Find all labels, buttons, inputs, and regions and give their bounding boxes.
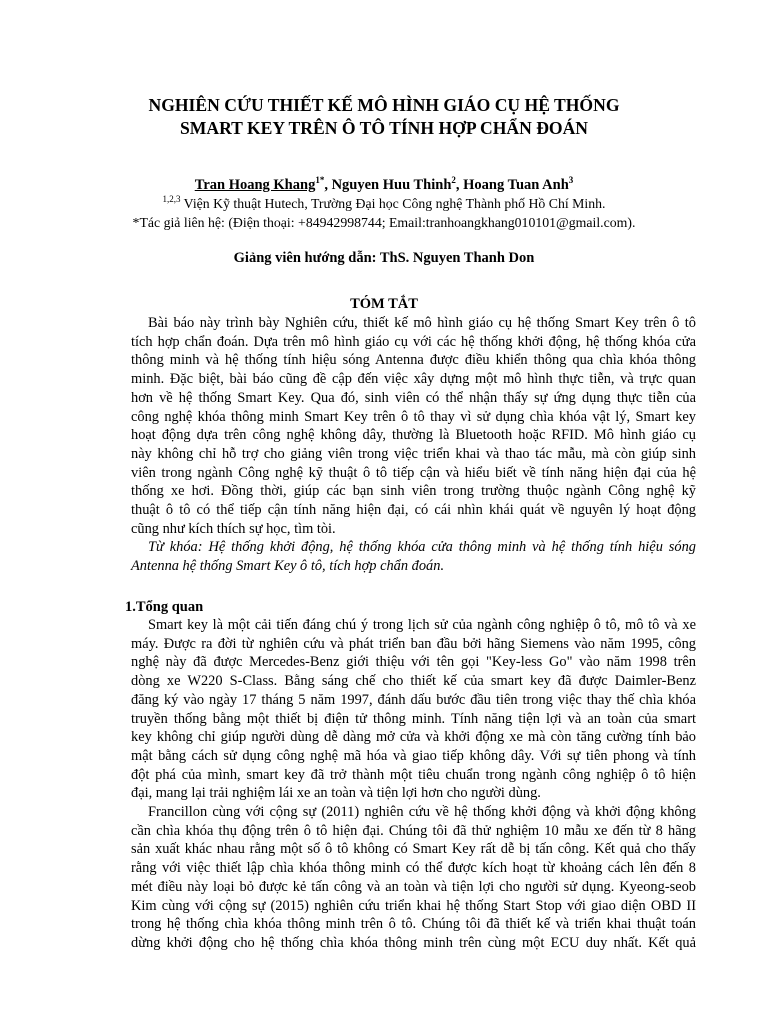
author-separator: , [455,177,464,193]
author-separator: , [324,177,332,193]
author-2: Nguyen Huu Thinh [331,177,452,193]
body-line: Francillon cùng với cộng sự (2011) nghiên cứu về hệ thống khởi động và khởi động không [148,804,696,821]
body-line: đăng ký vào ngày 17 tháng 5 năm 1997, đánh dấu bước đầu tiên trong việc thay thế chìa khóa [131,691,696,708]
body-line: Smart key là một cải tiến đáng chú ý trong lịch sử của ngành công nghiệp ô tô, mô tô và xe [148,617,696,633]
abstract-line: công nghệ khóa thông minh Smart Key trên ô tô thay vì sử dụng chìa khóa vật lý, Smart key [131,408,696,425]
abstract-line: thống xe hơi. Đồng thời, giúp các bạn sinh viên trong trường thuộc ngành Công nghệ kỹ [131,483,696,500]
corresponding-contact: *Tác giả liên hệ: (Điện thoại: +84942998744; Email:tranhoangkhang010101@gmail.com). [132,215,636,230]
abstract-line: hơn về hệ thống Smart Key. Qua đó, sinh viên có thể nhận thấy sự ứng dụng thực tiễn của [131,389,696,406]
body-line: cần chìa khóa thụ động trên ô tô hiện đại. Chúng tôi đã thử nghiệm 10 mẫu xe đến từ 8 hãng [131,822,696,839]
abstract-heading: TÓM TẮT [350,296,418,312]
author-3-affil: 3 [568,175,574,185]
title-line-2: SMART KEY TRÊN Ô TÔ TÍNH HỢP CHẨN ĐOÁN [179,118,588,138]
body-line: mật bằng cách sử dụng công nghệ mã hóa và giao tiếp không dây. Với sự tiên phong và tính [131,747,696,764]
body-line: dòng xe W220 S-Class. Bằng sáng chế cho thiết kế của smart key đã được Daimler-Benz [131,673,696,690]
author-2-affil: 2 [451,175,456,185]
body-line: máy. Được ra đời từ nghiên cứu và phát triển ban đầu bởi hãng Siemens vào năm 1995, công [131,635,696,652]
affiliation-marker: 1,2,3 [162,194,181,204]
abstract-line: Bài báo này trình bày Nghiên cứu, thiết kế mô hình giáo cụ hệ thống Smart Key trên ô tô [148,315,696,331]
body-line: dừng khởi động cho hệ thống chìa khóa thông minh trên cùng một ECU duy nhất. Kết quả [131,934,696,951]
author-list [60,176,708,195]
body-line: rằng với việc thiết lập chìa khóa thông minh có thể được kích hoạt từ khoảng cách lên đến 8 [131,860,696,877]
abstract-line: tích hợp chẩn đoán. Dựa trên mô hình giáo cụ với các hệ thống khởi động, hệ thống khóa cửa [131,333,696,350]
body-line: mét điều này loại bỏ được kẻ tấn công và an toàn và tiện lợi cho người sử dụng. Kyeong-seob [131,878,696,895]
advisor-line: Giảng viên hướng dẫn: ThS. Nguyen Thanh Don [233,250,535,266]
title-line-1: NGHIÊN CỨU THIẾT KẾ MÔ HÌNH GIÁO CỤ HỆ THỐNG [148,95,620,115]
paper-title [100,94,668,140]
abstract-body [131,314,696,576]
author-3: Hoang Tuan Anh [463,177,569,193]
abstract-line: viên trong ngành Công nghệ kỹ thuật ô tô tiếp cận và hiểu biết về tính năng hiện đại của hệ [131,464,696,481]
affiliation-text: Viện Kỹ thuật Hutech, Trường Đại học Công nghệ Thành phố Hồ Chí Minh. [180,196,606,211]
affiliation [60,194,708,213]
author-1-affil: 1* [315,175,325,185]
body-line: key không chỉ giúp người dùng dễ dàng mở cửa và khởi động xe mà còn tăng cường tính bảo [131,729,696,746]
abstract-line: hoạt động dựa trên công nghệ không dây, thường là Bluetooth hoặc RFID. Mô hình giáo cụ [131,427,696,444]
body-line: sản xuất khác nhau rằng một số ô tô không có Smart Key rất dễ bị tấn công. Kết quả cho thấy [131,841,696,858]
keywords-line: Antenna hệ thống Smart Key ô tô, tích hợp chẩn đoán. [131,558,445,575]
body-line: nghệ này đã được Mercedes-Benz giới thiệu với tên gọi "Key-less Go" vào năm 1998 trên [131,654,696,671]
author-1: Tran Hoang Khang [194,177,316,193]
section-body [131,616,696,953]
body-line: đột phá của mình, smart key đã trở thành một tiêu chuẩn trong ngành công nghiệp ô tô hiện [131,766,696,783]
section-heading: 1.Tổng quan [125,599,204,615]
body-line: đại, mang lại trải nghiệm lái xe an toàn và tiện lợi hơn cho người dùng. [131,785,541,802]
abstract-line: này không chỉ hỗ trợ cho giảng viên trong việc triển khai và thao tác mẫu, mà còn giúp sinh [131,445,696,462]
abstract-line: thuật ô tô có thể tiếp cận tính năng hiện đại, có cái nhìn khái quát về nguyên lý hoạt động [131,502,696,519]
abstract-line: cũng như kích thích sự học, tìm tòi. [131,520,336,537]
body-line: truyền thống bằng một thiết bị điện tử thông minh. Tính năng tiện lợi và an toàn của smart [131,710,696,727]
abstract-line: thông minh và hệ thống tính hiệu sóng Antenna được điều khiển thông qua chìa khóa thông [131,352,696,369]
keywords-line: Từ khóa: Hệ thống khởi động, hệ thống khóa cửa thông minh và hệ thống tính hiệu sóng [148,539,696,556]
body-line: Kim cùng với cộng sự (2015) nghiên cứu triển khai hệ thống Start Stop với giao diện OBD II [131,897,696,914]
abstract-line: minh. Đặc biệt, bài báo cũng đề cập đến việc xây dựng một mô hình thực tiễn, và trực quan [131,371,696,388]
body-line: trong hệ thống chìa khóa thông minh trên ô tô. Chúng tôi đã thiết kế và triển khai thuật toán [131,916,696,933]
